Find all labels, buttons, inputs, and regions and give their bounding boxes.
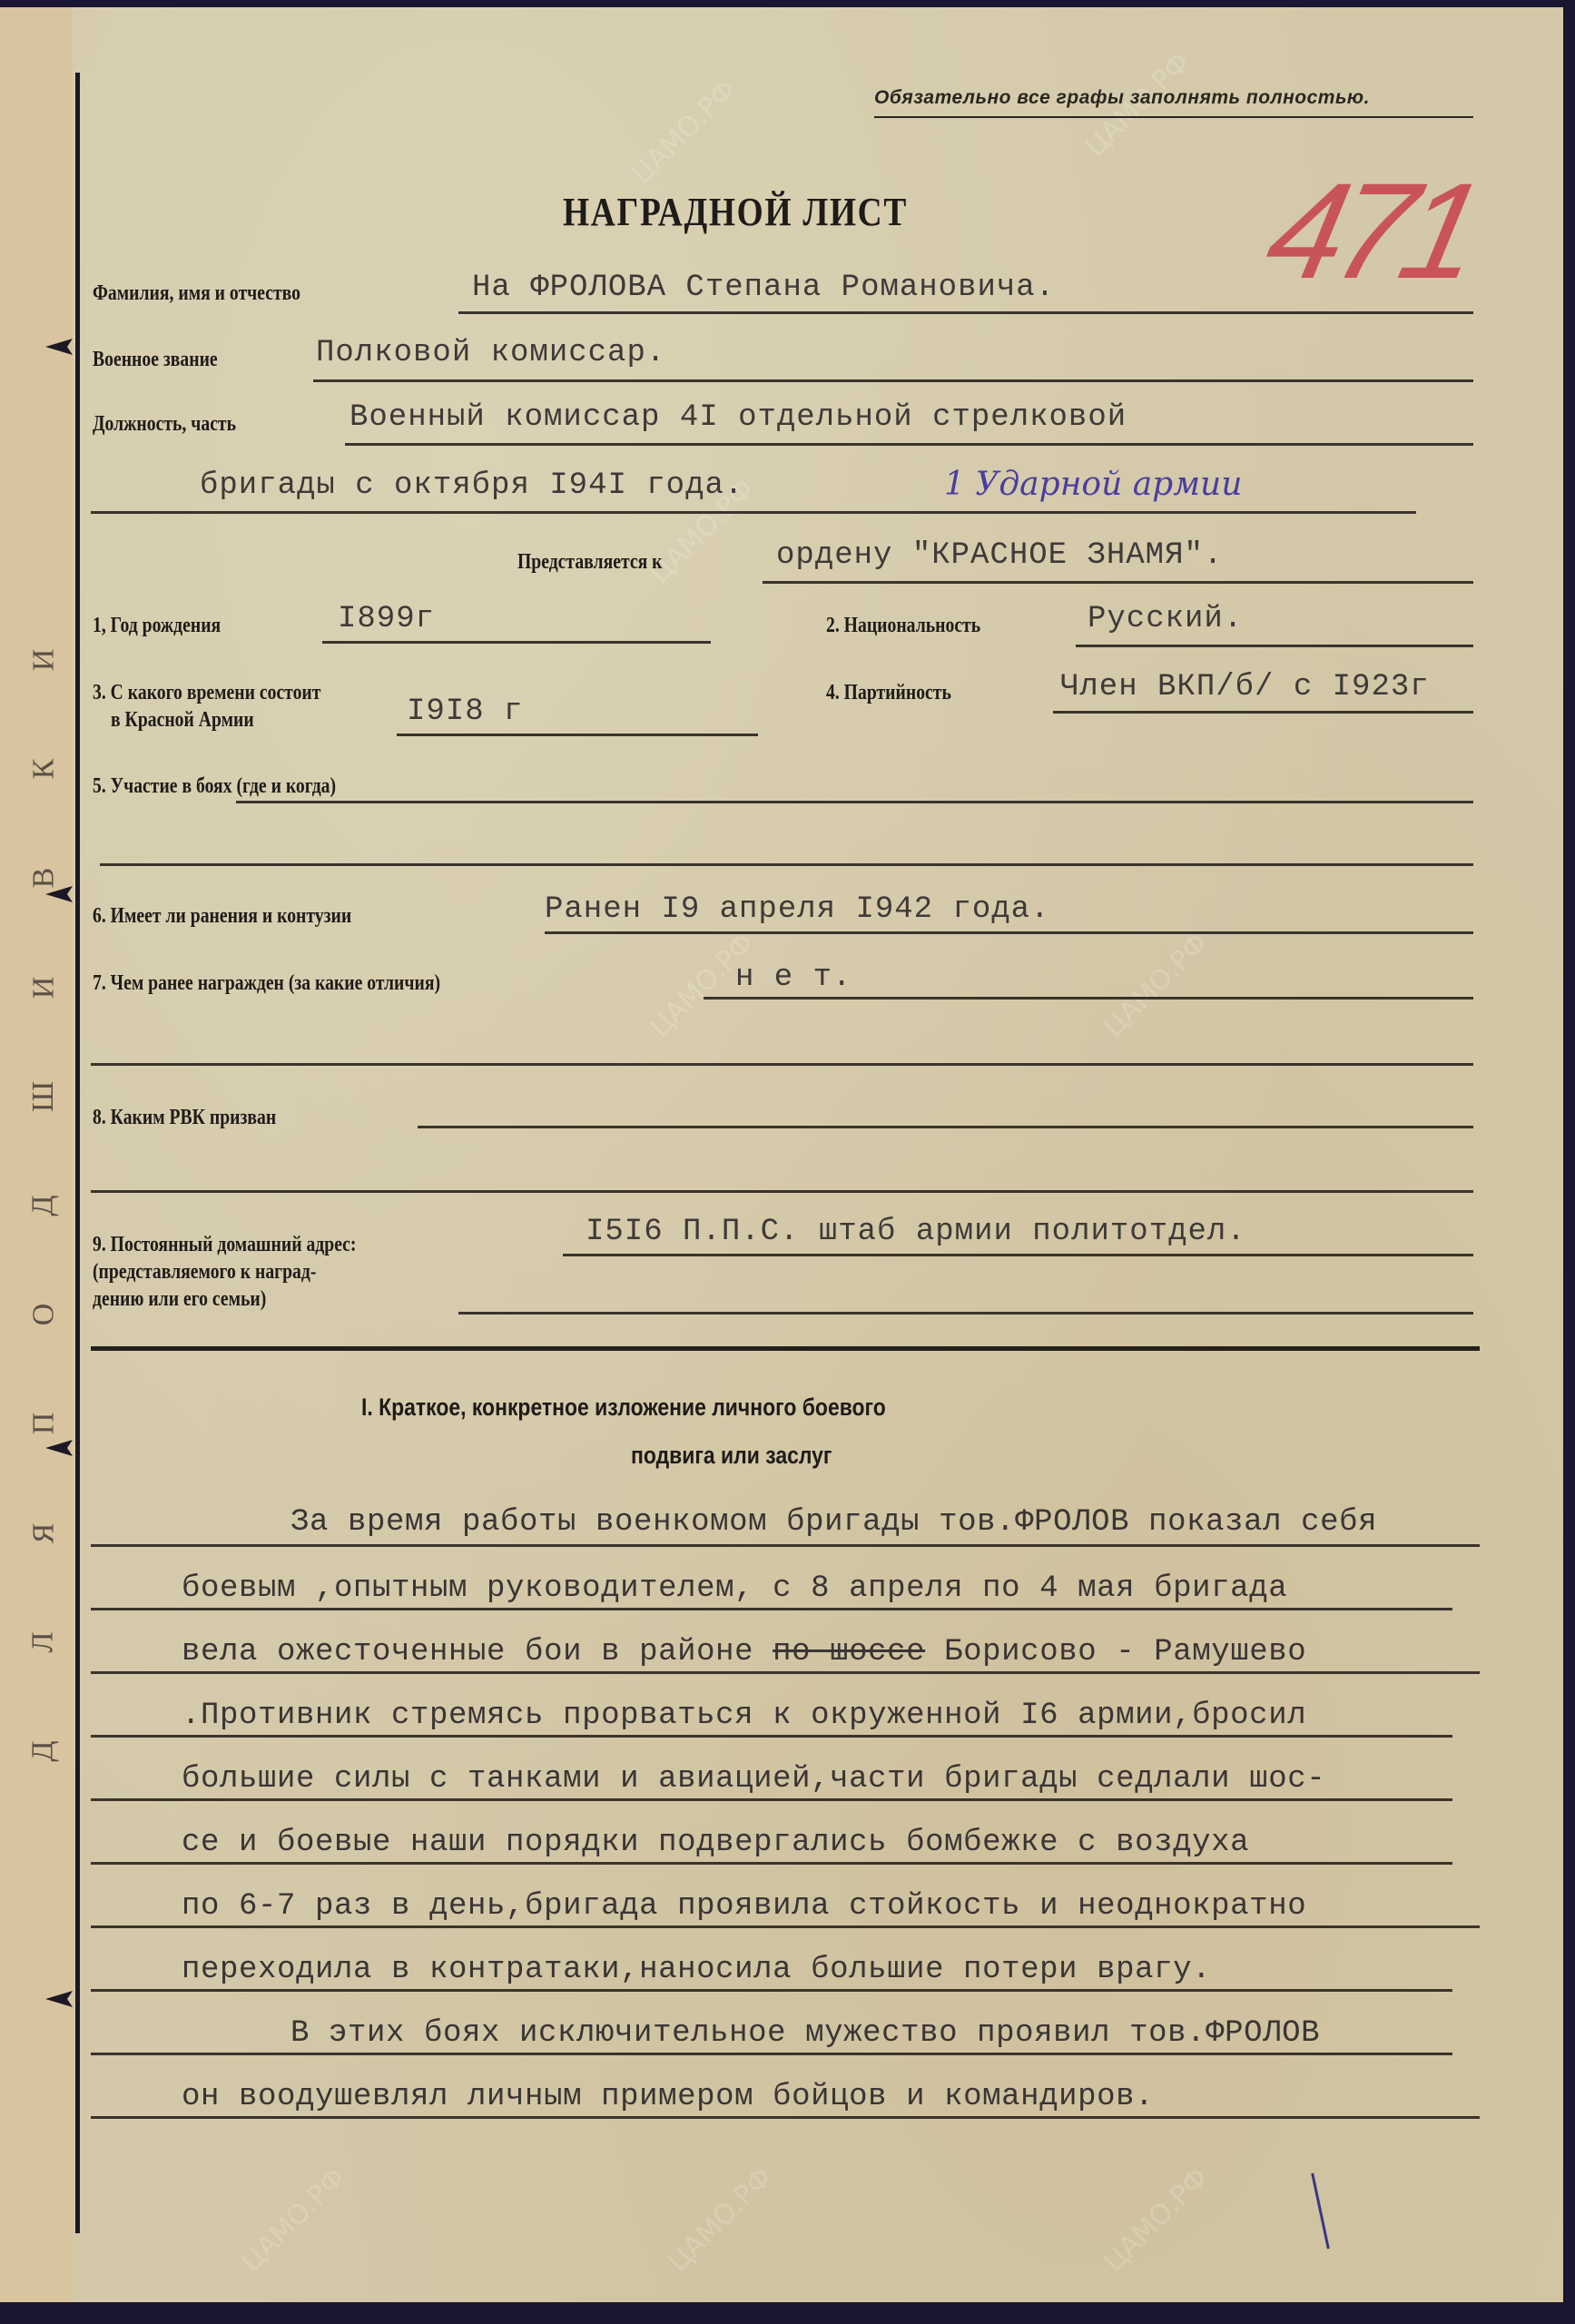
narrative-line: по 6-7 раз в день,бригада проявила стойкость и неоднократно	[182, 1889, 1307, 1924]
narrative-rule	[91, 1989, 1452, 1992]
narrative-line: За время работы военкомом бригады тов.ФРОЛОВ показал себя	[290, 1505, 1378, 1540]
narrative-line: боевым ,опытным руководителем, с 8 апреля по 4 мая бригада	[182, 1571, 1288, 1606]
watermark: ЦАМО.РФ	[662, 2162, 779, 2279]
position-value-line1: Военный комиссар 4I отдельной стрелковой	[349, 400, 1127, 435]
position-value-line2: бригады с октября I94I года.	[200, 468, 744, 503]
narrative-line	[182, 1635, 1306, 1669]
army-since-label-line1: 3. С какого времени состоит	[93, 681, 321, 704]
narrative-rule	[91, 1925, 1480, 1928]
narrative-text: Борисово - Рамушево	[944, 1635, 1307, 1669]
full-name-label: Фамилия, имя и отчество	[93, 281, 300, 305]
rank-line	[313, 379, 1473, 382]
rank-label: Военное звание	[93, 348, 218, 371]
narrative-rule	[91, 2053, 1452, 2055]
section1-title-line1: I. Краткое, конкретное изложение личного боевого	[361, 1393, 886, 1421]
position-label: Должность, часть	[93, 412, 237, 436]
nominated-for-label: Представляется к	[517, 550, 663, 574]
section-divider	[91, 1346, 1480, 1351]
previous-awards-line2	[91, 1063, 1473, 1066]
address-line2	[458, 1312, 1473, 1315]
narrative-rule	[91, 1862, 1452, 1865]
watermark: ЦАМО.РФ	[235, 2162, 352, 2279]
watermark: ЦАМО.РФ	[644, 927, 761, 1044]
divider	[874, 116, 1473, 118]
watermark: ЦАМО.РФ	[1098, 927, 1215, 1044]
rvk-line2	[91, 1190, 1473, 1193]
army-since-value: I9I8 г	[407, 694, 524, 729]
army-since-label-line2: в Красной Армии	[111, 708, 254, 732]
birth-year-line	[322, 641, 711, 644]
address-value: I5I6 П.П.С. штаб армии политотдел.	[586, 1215, 1246, 1249]
previous-awards-value: н е т.	[735, 960, 852, 995]
award-sheet-page	[0, 7, 1563, 2302]
nominated-for-value: ордену "КРАСНОЕ ЗНАМЯ".	[776, 538, 1224, 573]
narrative-rule	[91, 1798, 1452, 1801]
narrative-line: .Противник стремясь прорваться к окруженной I6 армии,бросил	[182, 1699, 1307, 1733]
address-label-line3: дению или его семьи)	[93, 1287, 267, 1311]
birth-year-value: I899г	[338, 602, 436, 636]
pen-stroke-mark	[1311, 2173, 1330, 2250]
instruction-note: Обязательно все графы заполнять полностью.	[874, 87, 1370, 108]
narrative-line: В этих боях исключительное мужество проявил тов.ФРОЛОВ	[290, 2016, 1321, 2051]
narrative-line: се и боевые наши порядки подвергались бомбежке с воздуха	[182, 1826, 1250, 1860]
watermark: ЦАМО.РФ	[1098, 2162, 1215, 2279]
previous-awards-label: 7. Чем ранее награжден (за какие отличия)	[93, 971, 441, 995]
rvk-label: 8. Каким РВК призван	[93, 1106, 277, 1129]
nationality-label: 2. Национальность	[826, 614, 981, 637]
narrative-text: вела ожесточенные бои в районе	[182, 1635, 754, 1669]
position-line1	[345, 443, 1473, 446]
narrative-rule	[91, 1735, 1452, 1738]
position-handwritten-addition: 1 Ударной армии	[944, 466, 1243, 503]
nominated-for-line	[763, 581, 1473, 584]
watermark: ЦАМО.РФ	[1079, 46, 1196, 163]
rvk-line1	[418, 1126, 1473, 1128]
archive-number-handwritten: 471	[1255, 154, 1488, 307]
narrative-line: переходила в контратаки,наносила большие потери врагу.	[182, 1953, 1212, 1987]
margin-text-vertical: Д Л Я П О Д Ш И В К И	[25, 648, 60, 1762]
page-title: НАГРАДНОЙ ЛИСТ	[563, 190, 909, 234]
address-label-line2: (представляемого к наград-	[93, 1260, 317, 1284]
battles-label: 5. Участие в боях (где и когда)	[93, 774, 337, 798]
binding-line	[75, 73, 80, 2233]
battles-line2	[100, 863, 1473, 866]
address-line1	[563, 1254, 1473, 1256]
army-since-line	[397, 734, 758, 736]
wounds-value: Ранен I9 апреля I942 года.	[545, 892, 1050, 927]
narrative-line: большие силы с танками и авиацией,части бригады седлали шос-	[182, 1762, 1326, 1797]
full-name-value: На ФРОЛОВА Степана Романовича.	[472, 271, 1056, 305]
birth-year-label: 1, Год рождения	[93, 614, 221, 637]
watermark: ЦАМО.РФ	[625, 74, 743, 191]
party-value: Член ВКП/б/ с I923г	[1060, 670, 1430, 704]
nationality-value: Русский.	[1088, 602, 1244, 636]
struck-text: по шоссе	[773, 1635, 926, 1669]
position-line2	[91, 511, 1416, 514]
narrative-rule	[91, 1544, 1480, 1547]
battles-line1	[236, 801, 1473, 803]
narrative-line: он воодушевлял личным примером бойцов и командиров.	[182, 2080, 1155, 2114]
previous-awards-line	[704, 997, 1473, 1000]
address-label-line1: 9. Постоянный домашний адрес:	[93, 1233, 357, 1256]
narrative-rule	[91, 2116, 1480, 2119]
watermark: ЦАМО.РФ	[644, 473, 761, 590]
narrative-rule	[91, 1671, 1480, 1674]
party-line	[1053, 711, 1473, 714]
full-name-line	[458, 311, 1473, 314]
rank-value: Полковой комиссар.	[316, 336, 666, 370]
wounds-line	[545, 931, 1473, 934]
wounds-label: 6. Имеет ли ранения и контузии	[93, 904, 352, 928]
section1-title-line2: подвига или заслуг	[631, 1442, 832, 1469]
party-label: 4. Партийность	[826, 681, 951, 704]
nationality-line	[1076, 645, 1473, 647]
narrative-rule	[91, 1608, 1452, 1610]
